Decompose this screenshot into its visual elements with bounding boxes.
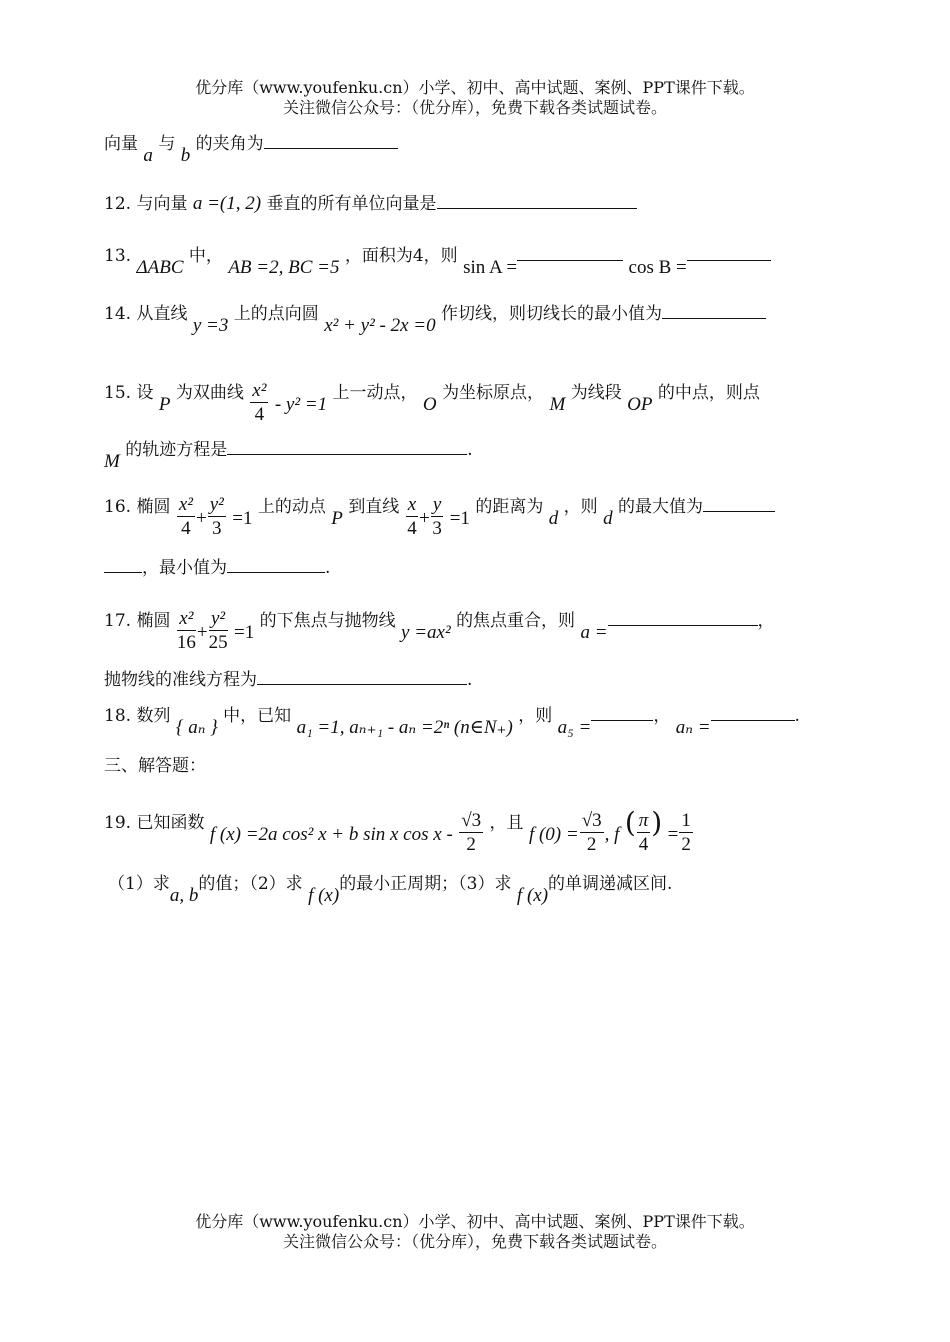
text: 的最小正周期；（3）求	[339, 874, 512, 894]
text: 的最大值为	[617, 497, 703, 517]
denominator: 4	[638, 834, 649, 855]
denominator: 16	[176, 632, 196, 653]
question-number: 14.	[104, 304, 132, 324]
fraction	[580, 810, 604, 857]
text: 已知函数	[136, 813, 205, 833]
numerator: √3	[461, 810, 482, 831]
text: 椭圆	[136, 497, 171, 517]
fraction	[209, 608, 228, 655]
answer-blank[interactable]	[257, 666, 467, 685]
answer-blank[interactable]	[104, 554, 142, 573]
math-triangle: ΔABC	[136, 257, 184, 278]
question-number: 19.	[104, 813, 132, 833]
math-hyperbola: - y² =1	[274, 394, 328, 415]
math-fx: f (x)	[516, 885, 549, 906]
text: 中，	[188, 246, 223, 266]
text: .	[467, 670, 473, 690]
numerator: x²	[177, 608, 196, 631]
equals: =	[667, 824, 679, 845]
numerator: x²	[178, 494, 193, 515]
answer-blank[interactable]	[591, 702, 653, 721]
answer-blank[interactable]	[703, 493, 775, 512]
question-number: 12.	[104, 194, 132, 214]
text: 的中点，则点	[657, 383, 760, 403]
question-number: 16.	[104, 497, 132, 517]
math-d: d	[548, 508, 559, 529]
answer-blank[interactable]	[608, 607, 758, 626]
question-12	[104, 190, 637, 216]
answer-blank[interactable]	[687, 242, 771, 261]
text: ，面积为4，则	[344, 246, 458, 266]
fraction	[431, 494, 443, 541]
denominator: 2	[466, 834, 476, 855]
left-paren: (	[624, 806, 636, 839]
math-sinA: sin A =	[463, 257, 518, 278]
question-number: 13.	[104, 246, 132, 266]
text: 的值；（2）求	[198, 874, 303, 894]
numerator: x	[407, 494, 417, 515]
answer-blank[interactable]	[227, 436, 467, 455]
question-16-cont	[104, 554, 330, 580]
answer-blank[interactable]	[227, 554, 325, 573]
text: 的轨迹方程是	[125, 440, 228, 460]
text: 的单调递减区间.	[548, 874, 673, 894]
right-paren: )	[651, 806, 663, 839]
text: 上一动点，	[332, 383, 418, 403]
question-11-tail	[104, 130, 398, 166]
math-OP: OP	[627, 394, 653, 415]
text: 的焦点重合，则	[456, 611, 576, 631]
answer-blank[interactable]	[437, 190, 637, 209]
answer-blank[interactable]	[662, 300, 766, 319]
math-an: aₙ =	[675, 717, 711, 738]
text: ，则	[563, 497, 598, 517]
math-fx: f (x)	[308, 885, 340, 906]
math-function: f (x) =2a cos² x + b sin x cos x -	[209, 824, 453, 845]
numerator: √3	[581, 810, 602, 831]
answer-blank[interactable]	[517, 242, 623, 261]
section-heading: 三、解答题：	[104, 756, 206, 776]
text: 向量	[104, 134, 138, 154]
math-condition: AB =2, BC =5	[228, 257, 340, 278]
text: .	[794, 706, 800, 726]
text: 设	[136, 383, 154, 403]
question-18	[104, 702, 800, 738]
math-line: y =3	[192, 315, 229, 336]
fraction	[406, 494, 418, 541]
denominator: 4	[181, 518, 191, 539]
question-16	[104, 484, 775, 539]
denominator: 3	[432, 518, 442, 539]
denominator: 2	[681, 834, 691, 855]
text: 中，已知	[223, 706, 292, 726]
math-d: d	[603, 508, 613, 529]
fraction	[177, 608, 196, 655]
math-f0: f (0) =	[528, 824, 579, 845]
denominator: 4	[407, 518, 417, 539]
question-15-cont	[104, 436, 473, 472]
text: 的下焦点与抛物线	[259, 611, 396, 631]
question-19	[104, 800, 694, 855]
text: 的距离为	[475, 497, 544, 517]
fraction	[208, 494, 226, 541]
footer-line-1: 优分库（www.youfenku.cn）小学、初中、高中试题、案例、PPT课件下载。	[195, 1212, 755, 1231]
numerator: y²	[209, 494, 224, 515]
equals-one: =1	[233, 622, 255, 643]
numerator: 1	[681, 810, 691, 831]
answer-blank[interactable]	[711, 702, 795, 721]
math-ab: a, b	[169, 885, 199, 906]
text: 为线段	[570, 383, 622, 403]
header-line-1: 优分库（www.youfenku.cn）小学、初中、高中试题、案例、PPT课件下载。	[195, 78, 755, 97]
text: 的夹角为	[195, 134, 264, 154]
math-M: M	[104, 451, 120, 472]
text: ，则	[518, 706, 553, 726]
math-P: P	[158, 394, 171, 415]
footer-line-2: 关注微信公众号：（优分库），免费下载各类试题试卷。	[282, 1232, 667, 1251]
numerator: π	[638, 810, 649, 831]
text: 数列	[136, 706, 171, 726]
question-number: 17.	[104, 611, 132, 631]
header-line-2: 关注微信公众号：（优分库），免费下载各类试题试卷。	[282, 98, 667, 117]
text: 上的动点	[257, 497, 326, 517]
fraction	[250, 380, 268, 427]
math-a5: a₅ =	[557, 717, 592, 738]
text: （1）求	[108, 874, 170, 894]
text: ，	[757, 611, 775, 631]
question-14	[104, 300, 766, 336]
denominator: 4	[254, 404, 265, 425]
math-f: , f	[604, 824, 620, 845]
equals-one: =1	[449, 508, 470, 529]
numerator: x²	[252, 380, 267, 401]
text: 垂直的所有单位向量是	[266, 194, 437, 214]
text: 抛物线的准线方程为	[104, 670, 257, 690]
question-17	[104, 598, 775, 653]
plus: +	[196, 508, 207, 529]
math-vector-a: a =(1, 2)	[192, 193, 262, 214]
page-header	[0, 78, 950, 118]
text: 为双曲线	[175, 383, 244, 403]
question-13	[104, 242, 771, 278]
text: .	[467, 440, 473, 460]
fraction	[637, 810, 651, 857]
numerator: y²	[209, 608, 228, 631]
math-b: b	[180, 145, 191, 166]
math-circle: x² + y² - 2x =0	[324, 315, 436, 336]
text: 作切线，则切线长的最小值为	[441, 304, 663, 324]
text: ，最小值为	[142, 558, 227, 578]
question-17-cont	[104, 666, 472, 692]
text: 与向量	[136, 194, 188, 214]
fraction	[177, 494, 195, 541]
math-cosB: cos B =	[628, 257, 687, 278]
denominator: 25	[208, 632, 228, 653]
text: 从直线	[136, 304, 188, 324]
question-number: 18.	[104, 706, 132, 726]
fraction	[679, 810, 693, 857]
denominator: 2	[586, 834, 597, 855]
text: ，且	[489, 813, 524, 833]
plus: +	[419, 508, 430, 529]
math-parabola: y =ax²	[401, 622, 451, 643]
math-O: O	[422, 394, 437, 415]
text: 为坐标原点，	[442, 383, 545, 403]
text: 上的点向圆	[233, 304, 319, 324]
question-19-subparts	[108, 872, 673, 906]
text: 到直线	[348, 497, 400, 517]
math-a: a	[143, 145, 153, 166]
math-P: P	[331, 508, 343, 529]
question-number: 15.	[104, 383, 132, 403]
text: 与	[158, 134, 176, 154]
question-15	[104, 370, 760, 425]
plus: +	[196, 622, 208, 643]
page-footer	[0, 1212, 950, 1252]
math-sequence: { aₙ }	[175, 717, 218, 738]
answer-blank[interactable]	[264, 130, 398, 149]
math-recurrence: a₁ =1, aₙ₊₁ - aₙ =2ⁿ (n∈N₊)	[296, 717, 513, 738]
denominator: 3	[212, 518, 222, 539]
text: .	[325, 558, 331, 578]
math-a: a =	[580, 622, 608, 643]
equals-one: =1	[232, 508, 253, 529]
numerator: y	[432, 494, 442, 515]
math-M: M	[549, 394, 566, 415]
fraction	[459, 810, 483, 857]
text: 椭圆	[136, 611, 171, 631]
text: ，	[653, 706, 671, 726]
